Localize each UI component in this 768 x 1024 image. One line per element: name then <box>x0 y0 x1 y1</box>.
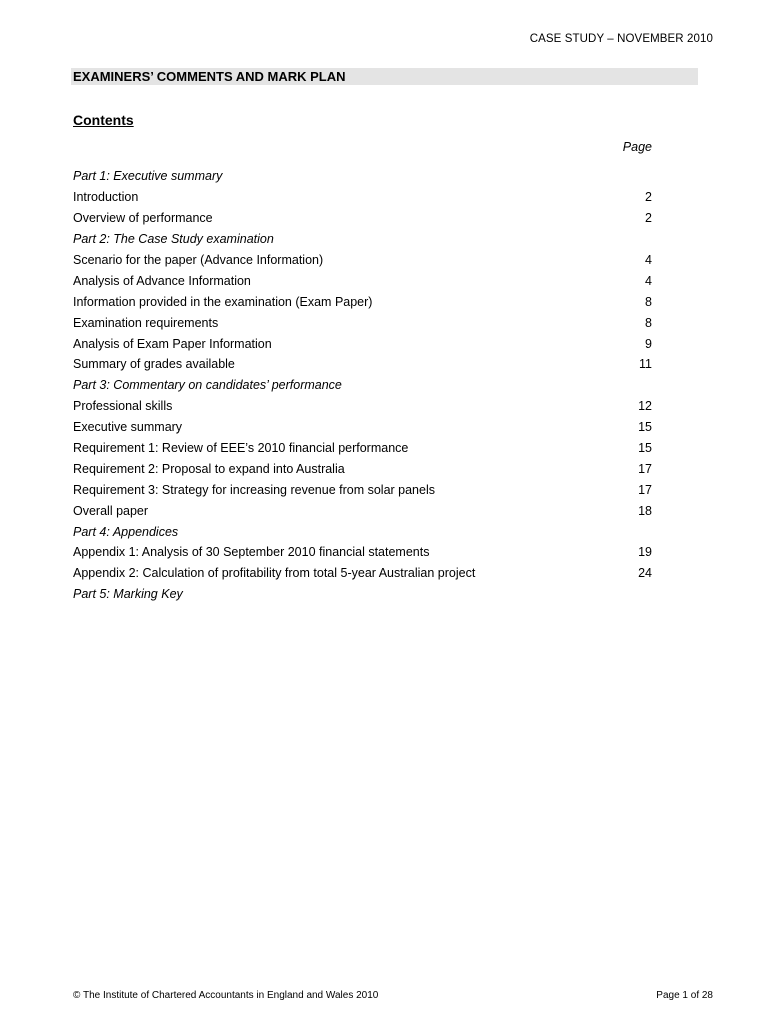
toc-entry <box>73 417 652 438</box>
toc-part-heading <box>73 229 652 250</box>
toc-entry-title: Examination requirements <box>73 315 219 330</box>
toc-entry-title: Part 2: The Case Study examination <box>73 232 274 247</box>
toc-entry-page: 17 <box>638 461 652 476</box>
toc-entry-title: Information provided in the examination (Exam Paper) <box>73 294 373 309</box>
toc-entry-page: 24 <box>638 566 652 581</box>
toc-entry-page: 8 <box>645 315 652 330</box>
toc-entry-title: Requirement 1: Review of EEE’s 2010 financial performance <box>73 441 409 456</box>
toc-entry <box>73 312 652 333</box>
toc-entry <box>73 333 652 354</box>
page-column-label: Page <box>622 140 652 154</box>
toc-entry-page: 2 <box>645 190 652 205</box>
toc-entry-title: Scenario for the paper (Advance Information) <box>73 253 324 267</box>
toc-entry <box>73 250 652 271</box>
toc-entry <box>73 563 652 584</box>
toc-entry <box>73 458 652 479</box>
toc-part-heading <box>73 375 652 396</box>
toc-entry <box>73 542 652 563</box>
toc-entry-page: 15 <box>638 441 652 456</box>
toc-entry-page: 2 <box>645 211 652 226</box>
toc-entry-title: Part 5: Marking Key <box>73 587 183 602</box>
toc-entry-title: Part 3: Commentary on candidates’ performance <box>73 378 342 393</box>
toc-entry-page: 4 <box>645 273 652 288</box>
contents-heading: Contents <box>73 112 134 128</box>
toc-entry <box>73 354 652 375</box>
toc-entry-title: Professional skills <box>73 399 173 414</box>
document-title: EXAMINERS’ COMMENTS AND MARK PLAN <box>73 69 346 84</box>
table-of-contents <box>73 166 652 605</box>
toc-entry-title: Overall paper <box>73 503 149 518</box>
toc-entry-page: 18 <box>638 503 652 518</box>
toc-entry-title: Summary of grades available <box>73 357 235 372</box>
toc-entry-title: Analysis of Advance Information <box>73 273 251 288</box>
toc-entry-page: 12 <box>638 399 652 414</box>
toc-entry-page: 17 <box>638 482 652 497</box>
toc-part-heading <box>73 521 652 542</box>
title-bar <box>71 68 698 85</box>
toc-entry <box>73 500 652 521</box>
toc-entry-page: 4 <box>645 253 652 267</box>
toc-part-heading <box>73 584 652 605</box>
toc-entry-page: 9 <box>645 336 652 351</box>
toc-part-heading <box>73 166 652 187</box>
running-header: CASE STUDY – NOVEMBER 2010 <box>529 33 713 45</box>
toc-entry-title: Appendix 1: Analysis of 30 September 2010 financial statements <box>73 545 430 560</box>
toc-entry-title: Overview of performance <box>73 211 213 226</box>
toc-entry-title: Appendix 2: Calculation of profitability from total 5-year Australian project <box>73 566 476 581</box>
toc-entry-title: Analysis of Exam Paper Information <box>73 336 272 351</box>
toc-entry-page: 19 <box>638 545 652 560</box>
toc-entry <box>73 479 652 500</box>
toc-entry <box>73 208 652 229</box>
toc-entry-title: Part 1: Executive summary <box>73 169 223 184</box>
footer-copyright: © The Institute of Chartered Accountants in England and Wales 2010 <box>73 990 379 1001</box>
toc-entry <box>73 291 652 312</box>
toc-entry <box>73 396 652 417</box>
toc-entry-page: 15 <box>638 420 652 435</box>
toc-entry-title: Requirement 2: Proposal to expand into Australia <box>73 461 345 476</box>
toc-entry-title: Executive summary <box>73 420 183 435</box>
toc-entry-title: Requirement 3: Strategy for increasing revenue from solar panels <box>73 482 435 497</box>
footer-page-number: Page 1 of 28 <box>656 990 713 1001</box>
toc-entry-page: 8 <box>645 294 652 309</box>
toc-entry <box>73 438 652 459</box>
toc-entry-title: Part 4: Appendices <box>73 524 179 539</box>
toc-entry <box>73 187 652 208</box>
toc-entry-page: 11 <box>639 357 652 372</box>
toc-entry <box>73 270 652 291</box>
toc-entry-title: Introduction <box>73 190 139 205</box>
